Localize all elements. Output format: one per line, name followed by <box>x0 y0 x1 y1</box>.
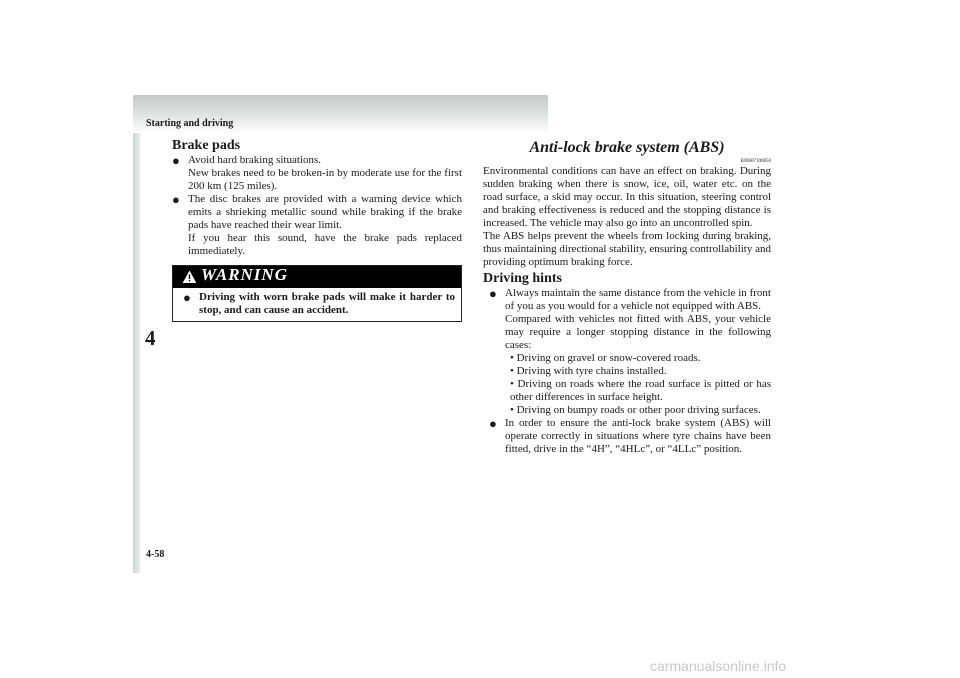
left-column <box>172 138 462 322</box>
bullet-text: If you hear this sound, have the brake pads replaced immediately. <box>188 232 462 257</box>
case-item: • Driving on roads where the road surface is pitted or has other differences in surface height. <box>510 378 771 403</box>
chapter-side-tab <box>133 133 140 573</box>
warning-label: WARNING <box>201 265 288 284</box>
chapter-number: 4 <box>145 326 156 350</box>
warning-text: Driving with worn brake pads will make it harder to stop, and can cause an accident. <box>199 291 455 316</box>
warning-body <box>173 288 461 321</box>
abs-intro-paragraph: The ABS helps prevent the wheels from locking during braking, thus maintaining directional stability, ensuring controllability and providing optimum braking force. <box>483 230 771 268</box>
bullet-icon: ● <box>172 153 180 168</box>
case-item: • Driving on gravel or snow-covered roads. <box>510 352 701 364</box>
driving-hints-heading: Driving hints <box>483 271 562 286</box>
bullet-text: Compared with vehicles not fitted with ABS, your vehicle may require a longer stopping distance in the following cases: <box>505 313 771 351</box>
bullet-item <box>489 287 771 417</box>
warning-triangle-icon <box>183 271 196 283</box>
bullet-text: Always maintain the same distance from the vehicle in front of you as you would for a vehicle not equipped with ABS. <box>505 287 771 312</box>
bullet-text: In order to ensure the anti-lock brake system (ABS) will operate correctly in situations where tyre chains have been fitted, drive in the “4H”, “4HLc”, or “4LLc” position. <box>505 417 771 455</box>
brake-pads-heading: Brake pads <box>172 138 241 153</box>
bullet-icon: ● <box>489 286 497 301</box>
warning-box <box>172 265 462 322</box>
document-code: E00607100850 <box>740 159 771 164</box>
bullet-item <box>172 154 462 193</box>
watermark: carmanualsonline.info <box>650 658 787 674</box>
right-column <box>483 138 771 456</box>
page-number: 4-58 <box>146 549 165 560</box>
bullet-text: The disc brakes are provided with a warning device which emits a shrieking metallic sound while braking if the brake pads have reached their wear limit. <box>188 193 462 231</box>
case-item: • Driving on bumpy roads or other poor driving surfaces. <box>510 404 761 416</box>
bullet-text: New brakes need to be broken-in by moderate use for the first 200 km (125 miles). <box>188 167 462 192</box>
bullet-icon: ● <box>172 192 180 207</box>
case-item: • Driving with tyre chains installed. <box>510 365 667 377</box>
bullet-icon: ● <box>489 416 497 431</box>
bullet-text: Avoid hard braking situations. <box>188 154 321 166</box>
bullet-item <box>172 193 462 258</box>
section-title: Starting and driving <box>146 118 234 129</box>
bullet-icon: ● <box>183 290 191 305</box>
abs-title: Anti-lock brake system (ABS) <box>529 139 725 156</box>
bullet-item <box>489 417 771 456</box>
abs-intro-paragraph: Environmental conditions can have an effect on braking. During sudden braking when there is snow, ice, oil, water etc. on the road surface, a skid may occur. In this situation, steering control and braking effectiveness is reduced and the stopping distance is increased. The vehicle may also go into an uncontrolled spin. <box>483 165 771 229</box>
warning-header <box>173 266 461 288</box>
